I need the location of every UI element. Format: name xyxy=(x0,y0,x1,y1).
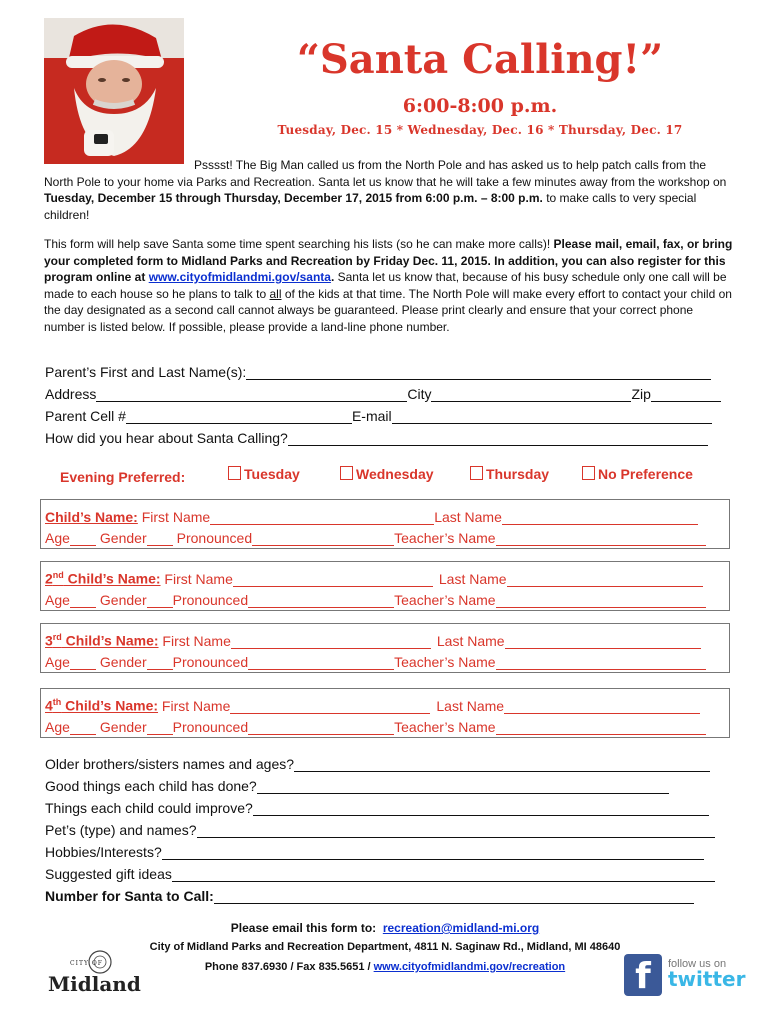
checkbox-icon[interactable] xyxy=(582,466,595,480)
child-4-detail-row: Age Gender Pronounced Teacher’s Name xyxy=(45,716,706,735)
gift-ideas-row xyxy=(45,862,715,882)
child-1-detail-row: Age Gender Pronounced Teacher’s Name xyxy=(45,527,706,546)
event-time: 6:00-8:00 p.m. xyxy=(402,95,558,117)
parent-cell-label: Parent Cell # xyxy=(45,408,126,424)
santa-photo xyxy=(44,18,184,164)
parent-cell-field[interactable] xyxy=(126,408,352,424)
address-field[interactable] xyxy=(96,386,407,402)
child-4-title: 4th Child’s Name: xyxy=(45,697,159,714)
facebook-icon[interactable]: f xyxy=(624,954,662,996)
parent-name-row xyxy=(45,360,711,380)
child-2-age-field[interactable] xyxy=(70,593,96,608)
address-row xyxy=(45,382,721,402)
child-2-last-name-field[interactable] xyxy=(507,572,703,587)
child-2-pronounced-field[interactable] xyxy=(248,593,394,608)
child-3-age-field[interactable] xyxy=(70,655,96,670)
email-field[interactable] xyxy=(392,408,712,424)
pets-row xyxy=(45,818,715,838)
child-4-pronounced-field[interactable] xyxy=(248,720,394,735)
page-title: “Santa Calling!” xyxy=(296,36,664,83)
evening-label: Evening Preferred: xyxy=(60,469,186,485)
instructions-paragraph: This form will help save Santa some time spent searching his lists (so he can make more calls)! Please mail, email, fax, or bring your completed form to Midland Parks and Recreation by Friday Dec. 11, 2015. In addition, you can also register for this program online at www.cityofmidlandmi.gov/santa. Santa let us know that, because of his busy schedule only one call will be made to each house so he plans to talk to all of the kids at that time. The North Pole will make every effort to contact your child on the day designated as a second call cannot always be guaranteed. Please print clearly and ensure that your correct phone number is listed below. If possible, please provide a land-line phone number. xyxy=(44,237,733,334)
zip-label: Zip xyxy=(631,386,651,402)
checkbox-icon[interactable] xyxy=(228,466,241,480)
improve-row xyxy=(45,796,709,816)
gift-ideas-field[interactable] xyxy=(172,866,715,882)
city-of-midland-logo: CITY OF Midland xyxy=(44,950,130,998)
child-3-box xyxy=(40,623,730,673)
siblings-row xyxy=(45,752,710,772)
child-1-first-name-field[interactable] xyxy=(210,510,434,525)
footer-address: City of Midland Parks and Recreation Department, 4811 N. Saginaw Rd., Midland, MI 48640 xyxy=(149,941,621,953)
address-label: Address xyxy=(45,386,97,402)
referral-row xyxy=(45,426,708,446)
checkbox-icon[interactable] xyxy=(340,466,353,480)
child-1-box xyxy=(40,499,730,549)
city-field[interactable] xyxy=(431,386,631,402)
child-4-name-row: 4th Child’s Name: First Name Last Name xyxy=(45,695,700,714)
child-2-title: 2nd Child’s Name: xyxy=(45,570,161,587)
child-1-age-field[interactable] xyxy=(70,531,96,546)
checkbox-icon[interactable] xyxy=(470,466,483,480)
good-things-label: Good things each child has done? xyxy=(45,778,257,794)
child-4-teacher-field[interactable] xyxy=(496,720,706,735)
siblings-label: Older brothers/sisters names and ages? xyxy=(45,756,295,772)
child-3-gender-field[interactable] xyxy=(147,655,173,670)
child-1-pronounced-field[interactable] xyxy=(252,531,394,546)
pets-label: Pet’s (type) and names? xyxy=(45,822,197,838)
child-4-last-name-field[interactable] xyxy=(504,699,700,714)
pets-field[interactable] xyxy=(197,822,715,838)
event-dates: Tuesday, Dec. 15 * Wednesday, Dec. 16 * Thursday, Dec. 17 xyxy=(277,123,683,137)
child-1-teacher-field[interactable] xyxy=(496,531,706,546)
gift-ideas-label: Suggested gift ideas xyxy=(45,866,172,882)
option-no-preference[interactable]: No Preference xyxy=(582,466,693,482)
referral-label: How did you hear about Santa Calling? xyxy=(45,430,288,446)
hobbies-field[interactable] xyxy=(162,844,704,860)
improve-field[interactable] xyxy=(253,800,709,816)
child-4-gender-field[interactable] xyxy=(147,720,173,735)
child-3-title: 3rd Child’s Name: xyxy=(45,632,159,649)
improve-label: Things each child could improve? xyxy=(45,800,253,816)
child-3-first-name-field[interactable] xyxy=(231,634,431,649)
option-wednesday[interactable]: Wednesday xyxy=(340,466,434,482)
twitter-follow-badge[interactable]: follow us on twitter xyxy=(668,958,748,991)
footer-email-line: Please email this form to: recreation@midland-mi.org xyxy=(230,921,540,935)
hobbies-label: Hobbies/Interests? xyxy=(45,844,162,860)
good-things-row xyxy=(45,774,669,794)
child-3-last-name-field[interactable] xyxy=(505,634,701,649)
option-tuesday[interactable]: Tuesday xyxy=(228,466,300,482)
hobbies-row xyxy=(45,840,704,860)
child-1-name-row: Child’s Name: First Name Last Name xyxy=(45,506,698,525)
santa-number-row xyxy=(45,884,694,904)
child-4-box xyxy=(40,688,730,738)
child-2-teacher-field[interactable] xyxy=(496,593,706,608)
parent-name-field[interactable] xyxy=(246,364,711,380)
child-3-detail-row: Age Gender Pronounced Teacher’s Name xyxy=(45,651,706,670)
child-3-name-row: 3rd Child’s Name: First Name Last Name xyxy=(45,630,701,649)
good-things-field[interactable] xyxy=(257,778,669,794)
contact-row xyxy=(45,404,712,424)
santa-registration-link[interactable]: www.cityofmidlandmi.gov/santa xyxy=(148,270,331,284)
child-2-first-name-field[interactable] xyxy=(233,572,433,587)
child-2-detail-row: Age Gender Pronounced Teacher’s Name xyxy=(45,589,706,608)
child-2-gender-field[interactable] xyxy=(147,593,173,608)
child-4-first-name-field[interactable] xyxy=(230,699,430,714)
child-2-box xyxy=(40,561,730,611)
recreation-website-link[interactable]: www.cityofmidlandmi.gov/recreation xyxy=(373,961,566,973)
siblings-field[interactable] xyxy=(294,756,710,772)
city-label: City xyxy=(407,386,432,402)
footer-phone-line: Phone 837.6930 / Fax 835.5651 / www.cityofmidlandmi.gov/recreation xyxy=(204,961,566,973)
santa-number-field[interactable] xyxy=(214,888,694,904)
child-2-name-row: 2nd Child’s Name: First Name Last Name xyxy=(45,568,703,587)
child-4-age-field[interactable] xyxy=(70,720,96,735)
child-1-last-name-field[interactable] xyxy=(502,510,698,525)
parent-name-label: Parent’s First and Last Name(s): xyxy=(45,364,247,380)
recreation-email-link[interactable]: recreation@midland-mi.org xyxy=(382,921,540,935)
child-1-title: Child’s Name: xyxy=(45,509,138,525)
santa-number-label: Number for Santa to Call: xyxy=(45,888,214,904)
child-3-pronounced-field[interactable] xyxy=(248,655,394,670)
intro-paragraph: Psssst! The Big Man called us from the North Pole and has asked us to help patch calls from the North Pole to your home via Parks and Recreation. Santa let us know that he will take a few minutes away from the workshop on Tuesday, December 15 through Thursday, December 17, 2015 from 6:00 p.m. – 8:00 p.m. to make calls to very special children! xyxy=(44,158,727,222)
referral-field[interactable] xyxy=(288,430,708,446)
zip-field[interactable] xyxy=(651,386,721,402)
email-label: E-mail xyxy=(351,408,392,424)
option-thursday[interactable]: Thursday xyxy=(470,466,549,482)
child-3-teacher-field[interactable] xyxy=(496,655,706,670)
child-1-gender-field[interactable] xyxy=(147,531,173,546)
twitter-icon: twitter xyxy=(668,967,746,991)
